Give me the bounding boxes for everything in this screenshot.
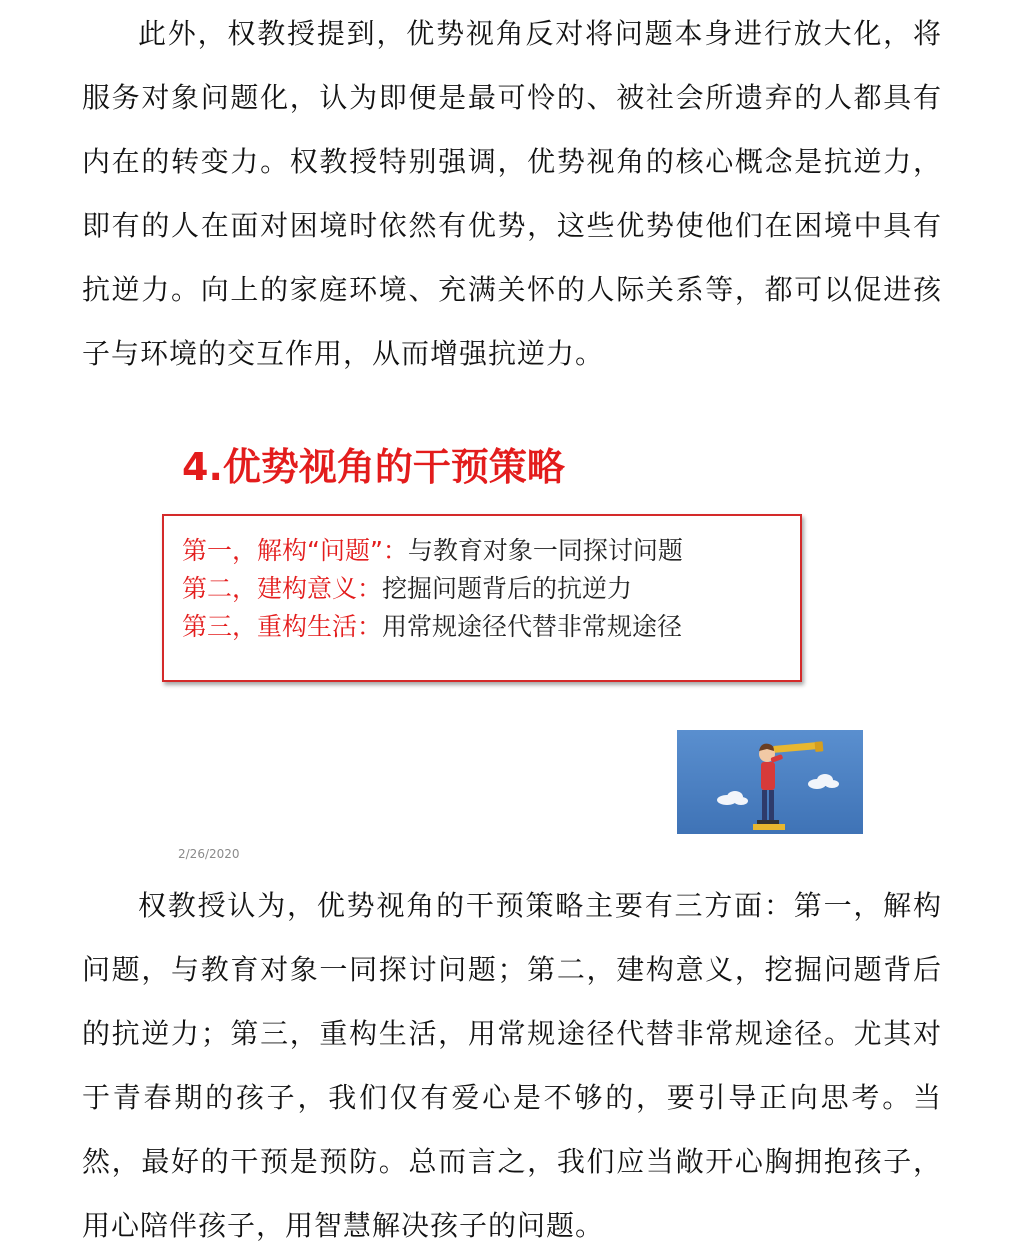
slide-image bbox=[150, 422, 870, 862]
strategy-label: 第一，解构“问题”： bbox=[182, 536, 408, 565]
strategy-description: 与教育对象一同探讨问题 bbox=[407, 536, 683, 565]
strategy-item bbox=[182, 608, 800, 646]
paragraph-strategies: 权教授认为，优势视角的干预策略主要有三方面：第一，解构问题，与教育对象一同探讨问题；第二，建构意义，挖掘问题背后的抗逆力；第三，重构生活，用常规途径代替非常规途径。尤其对于青春期的孩子，我们仅有爱心是不够的，要引导正向思考。当然，最好的干预是预防。总而言之，我们应当敞开心胸拥抱孩子，用心陪伴孩子，用智慧解决孩子的问题。 bbox=[82, 889, 942, 1242]
slide-date: 2/26/2020 bbox=[178, 847, 240, 861]
strategy-box bbox=[162, 514, 802, 682]
person-with-telescope-icon bbox=[677, 730, 863, 834]
slide-title: 4.优势视角的干预策略 bbox=[182, 445, 565, 489]
strategy-item bbox=[182, 532, 800, 570]
strategy-description: 挖掘问题背后的抗逆力 bbox=[382, 574, 633, 603]
strategy-item bbox=[182, 570, 800, 608]
strategy-label: 第三，重构生活： bbox=[182, 612, 383, 641]
strategy-label: 第二，建构意义： bbox=[182, 574, 383, 603]
paragraph-intro: 此外，权教授提到，优势视角反对将问题本身进行放大化，将服务对象问题化，认为即便是最可怜的、被社会所遗弃的人都具有内在的转变力。权教授特别强调，优势视角的核心概念是抗逆力，即有的人在面对困境时依然有优势，这些优势使他们在困境中具有抗逆力。向上的家庭环境、充满关怀的人际关系等，都可以促进孩子与环境的交互作用，从而增强抗逆力。 bbox=[82, 17, 942, 370]
strategy-description: 用常规途径代替非常规途径 bbox=[382, 612, 683, 641]
